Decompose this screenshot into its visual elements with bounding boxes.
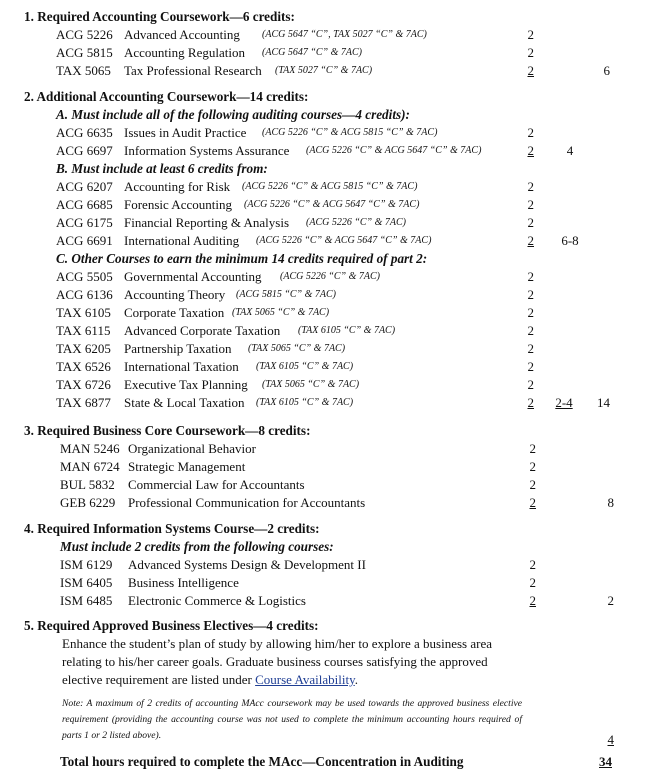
section2-sub-b-header: B. Must include at least 6 credits from:	[56, 161, 268, 176]
course-row: ACG 5226 Advanced Accounting (ACG 5647 “C”, TAX 5027 “C” & 7AC) 2	[56, 27, 534, 42]
course-row: ISM 6129 Advanced Systems Design & Development II 2	[60, 557, 536, 572]
section2-total: 14	[597, 395, 610, 410]
course-row: ACG 6685 Forensic Accounting (ACG 5226 “C” & ACG 5647 “C” & 7AC) 2	[56, 197, 534, 212]
grand-total-label: Total hours required to complete the MAcc—Concentration in Auditing	[60, 754, 464, 769]
course-row: TAX 6105 Corporate Taxation (TAX 5065 “C” & 7AC) 2	[56, 305, 534, 320]
section3-header: 3. Required Business Core Coursework—8 credits:	[24, 423, 311, 438]
section4-header: 4. Required Information Systems Course—2 credits:	[24, 521, 320, 536]
course-row: BUL 5832 Commercial Law for Accountants 2	[60, 477, 536, 492]
section2-sub-a-subtotal: 4	[566, 143, 574, 158]
course-row: TAX 6205 Partnership Taxation (TAX 5065 “C” & 7AC) 2	[56, 341, 534, 356]
course-row: ACG 6697 Information Systems Assurance (ACG 5226 “C” & ACG 5647 “C” & 7AC) 2 4	[0, 142, 649, 160]
section3-total: 8	[607, 495, 614, 510]
grand-total-value: 34	[599, 754, 612, 769]
course-availability-link[interactable]: Course Availability	[255, 672, 355, 687]
section2-header: 2. Additional Accounting Coursework—14 credits:	[24, 89, 309, 104]
section1-total: 6	[603, 63, 610, 78]
course-row: ACG 5505 Governmental Accounting (ACG 5226 “C” & 7AC) 2	[56, 269, 534, 284]
course-row: ACG 6175 Financial Reporting & Analysis (ACG 5226 “C” & 7AC) 2	[56, 215, 534, 230]
grand-total-row	[0, 753, 649, 771]
course-row: ACG 5815 Accounting Regulation (ACG 5647 “C” & 7AC) 2	[56, 45, 534, 60]
section5-total: 4	[607, 732, 614, 747]
course-row: TAX 5065 Tax Professional Research (TAX 5027 “C” & 7AC) 2 6	[56, 63, 610, 78]
course-row: TAX 6115 Advanced Corporate Taxation (TAX 6105 “C” & 7AC) 2	[56, 323, 534, 338]
section4-sub-header: Must include 2 credits from the following courses:	[60, 539, 334, 554]
section2-sub-b-subtotal: 6-8	[561, 233, 579, 248]
course-row: ISM 6485 Electronic Commerce & Logistics 2 2	[60, 593, 614, 608]
course-row: ISM 6405 Business Intelligence 2	[60, 575, 536, 590]
section2-sub-c-subtotal: 2-4	[555, 395, 573, 410]
section2-sub-c-header: C. Other Courses to earn the minimum 14 credits required of part 2:	[56, 251, 428, 266]
course-row: GEB 6229 Professional Communication for Accountants 2 8	[60, 495, 614, 510]
section4-total: 2	[607, 593, 614, 608]
course-row: ACG 6635 Issues in Audit Practice (ACG 5226 “C” & ACG 5815 “C” & 7AC) 2	[56, 125, 534, 140]
course-row: MAN 5246 Organizational Behavior 2	[60, 441, 536, 456]
course-row: ACG 6136 Accounting Theory (ACG 5815 “C” & 7AC) 2	[56, 287, 534, 302]
section5-paragraph: Enhance the student’s plan of study by allowing him/her to explore a business area relating to his/her career goals. Graduate business courses satisfying the approved elective requirement are listed under Course Availability.	[62, 636, 492, 687]
course-row: TAX 6877 State & Local Taxation (TAX 6105 “C” & 7AC) 2 2-4 14	[56, 395, 610, 410]
course-row: MAN 6724 Strategic Management 2	[60, 459, 536, 474]
section5-total-row	[0, 731, 649, 749]
section5-note: Note: A maximum of 2 credits of accounting MAcc coursework may be used towards the approved business elective requirement (providing the accounting course was not used to complete the minimum accounting hours required of parts 1 or 2 listed above).	[62, 698, 522, 741]
section1-header: 1. Required Accounting Coursework—6 credits:	[24, 9, 295, 24]
course-row: ACG 6207 Accounting for Risk (ACG 5226 “C” & ACG 5815 “C” & 7AC) 2	[56, 179, 534, 194]
section2-sub-a-header: A. Must include all of the following auditing courses—4 credits):	[56, 107, 410, 122]
course-row: TAX 6726 Executive Tax Planning (TAX 5065 “C” & 7AC) 2	[56, 377, 534, 392]
section5-header: 5. Required Approved Business Electives—4 credits:	[24, 618, 319, 633]
course-row: ACG 6691 International Auditing (ACG 5226 “C” & ACG 5647 “C” & 7AC) 2 6-8	[0, 232, 649, 250]
course-row: TAX 6526 International Taxation (TAX 6105 “C” & 7AC) 2	[56, 359, 534, 374]
